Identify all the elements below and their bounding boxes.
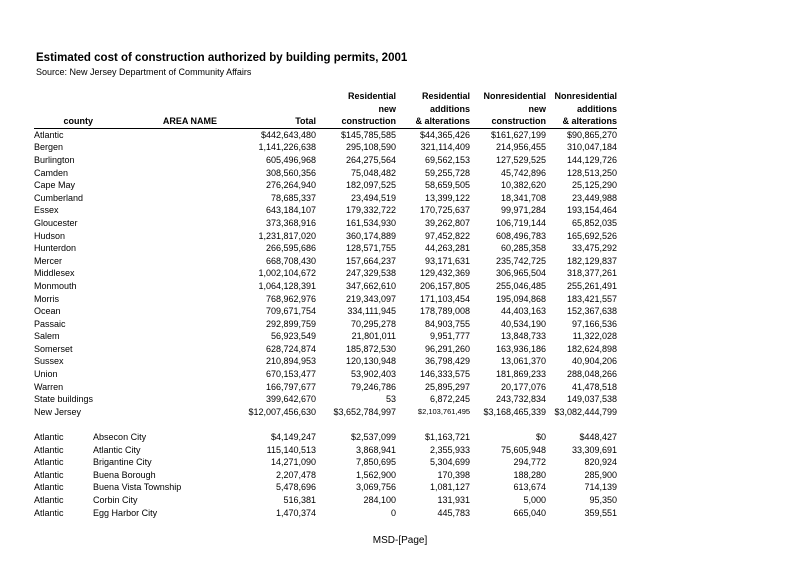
- cell-col-1: Buena Vista Township: [93, 482, 182, 493]
- cell-col-4: 13,399,122: [425, 192, 471, 203]
- cell-col-3: 79,246,786: [351, 381, 397, 392]
- county-row: [34, 293, 617, 306]
- cell-col-1: [93, 406, 217, 419]
- municipal-row: [34, 469, 617, 482]
- cell-col-0: Hudson: [34, 230, 66, 241]
- cell-col-3: 157,664,237: [345, 255, 397, 266]
- cell-col-2: $442,643,480: [260, 129, 317, 140]
- cell-col-1: [93, 305, 217, 318]
- county-row: [34, 343, 617, 356]
- cell-col-4: 84,903,755: [425, 318, 471, 329]
- cell-col-0: Atlantic: [34, 495, 64, 505]
- cell-col-5: 13,848,733: [501, 331, 547, 342]
- cell-col-3: 360,174,889: [345, 230, 397, 241]
- cell-col-5: 613,674: [513, 482, 547, 493]
- cell-col-1: [93, 267, 217, 280]
- cell-col-4: 2,355,933: [430, 444, 471, 455]
- cell-col-2: 210,894,953: [265, 356, 317, 367]
- cell-col-1: Corbin City: [93, 495, 138, 505]
- cell-col-1: [93, 230, 217, 243]
- cell-col-2: 373,368,916: [265, 217, 317, 228]
- cell-col-0: Hunterdon: [34, 243, 77, 254]
- county-row: [34, 154, 617, 167]
- cell-col-1: Brigantine City: [93, 457, 152, 468]
- county-row: [34, 255, 617, 268]
- cell-col-0: Atlantic: [34, 432, 64, 443]
- cell-col-2: 292,899,759: [265, 318, 317, 329]
- cell-col-6: 255,261,491: [566, 280, 618, 291]
- cell-col-6: $3,082,444,799: [554, 406, 618, 417]
- cell-col-3: $3,652,784,997: [333, 406, 397, 417]
- cell-col-5: 13,061,370: [501, 356, 547, 367]
- cell-col-4: 93,171,631: [425, 255, 471, 266]
- cell-col-1: [93, 355, 217, 368]
- cell-col-1: Buena Borough: [93, 469, 156, 480]
- cell-col-0: State buildings: [34, 394, 94, 405]
- cell-col-6: 820,924: [584, 457, 618, 468]
- cell-col-4: $1,163,721: [425, 432, 471, 443]
- cell-col-6: 165,692,526: [566, 230, 618, 241]
- cell-col-0: Atlantic: [34, 482, 64, 493]
- cell-col-5: 243,732,834: [495, 394, 547, 405]
- cell-col-2: 1,470,374: [276, 507, 317, 518]
- municipal-row: [34, 444, 617, 457]
- cell-col-1: [93, 179, 217, 192]
- cell-col-2: 14,271,090: [271, 457, 317, 468]
- header-res-new-line1: Residential: [348, 91, 397, 101]
- cell-col-5: 75,605,948: [501, 444, 547, 455]
- county-row: [34, 368, 617, 381]
- cell-col-1: [93, 128, 217, 141]
- cell-col-6: 40,904,206: [572, 356, 618, 367]
- municipal-rows: [34, 431, 617, 519]
- cell-col-4: 129,432,369: [419, 268, 471, 279]
- cell-col-3: 53: [386, 394, 397, 405]
- cell-col-6: 33,309,691: [572, 444, 618, 455]
- header-nonres-add-line3: & alterations: [546, 115, 617, 128]
- cell-col-1: [93, 255, 217, 268]
- cell-col-1: [93, 204, 217, 217]
- cell-col-2: 670,153,477: [265, 369, 317, 380]
- cell-col-2: 5,478,696: [276, 482, 317, 493]
- county-row: [34, 381, 617, 394]
- municipal-row: [34, 494, 617, 507]
- cell-col-0: New Jersey: [34, 406, 82, 417]
- cell-col-6: 23,449,988: [572, 192, 618, 203]
- cell-col-5: 45,742,896: [501, 167, 547, 178]
- cell-col-4: $44,365,426: [419, 129, 471, 140]
- county-row: [34, 242, 617, 255]
- cell-col-3: 247,329,538: [345, 268, 397, 279]
- cell-col-5: 106,719,144: [495, 217, 547, 228]
- cell-col-3: 70,295,278: [351, 318, 397, 329]
- cell-col-5: 127,529,525: [495, 154, 547, 165]
- cell-col-6: 41,478,518: [572, 381, 618, 392]
- cell-col-0: Atlantic: [34, 444, 64, 455]
- cell-col-0: Atlantic: [34, 469, 64, 480]
- cell-col-4: 171,103,454: [419, 293, 471, 304]
- cell-col-6: 97,166,536: [572, 318, 618, 329]
- cell-col-2: 628,724,874: [265, 343, 317, 354]
- cell-col-1: [93, 280, 217, 293]
- cell-col-6: 144,129,726: [566, 154, 618, 165]
- header-res-new-line3: construction: [316, 115, 396, 128]
- section-gap: [34, 418, 617, 431]
- cell-col-4: 25,895,297: [425, 381, 471, 392]
- cell-col-3: 334,111,945: [347, 306, 397, 317]
- county-rows: [34, 128, 617, 418]
- cell-col-5: 5,000: [523, 495, 547, 505]
- cell-col-3: 53,902,403: [351, 369, 397, 380]
- cell-col-1: Absecon City: [93, 432, 147, 443]
- cell-col-2: 668,708,430: [265, 255, 317, 266]
- cell-col-2: 516,381: [283, 495, 317, 505]
- cell-col-0: Gloucester: [34, 217, 78, 228]
- cell-col-6: 310,047,184: [566, 142, 618, 153]
- cell-col-0: Sussex: [34, 356, 64, 367]
- header-res-add-line2: additions: [430, 103, 471, 114]
- cell-col-6: 318,377,261: [566, 268, 618, 279]
- county-row: [34, 393, 617, 406]
- cell-col-4: 146,333,575: [419, 369, 471, 380]
- cell-col-6: $90,865,270: [566, 129, 618, 140]
- cell-col-4: 170,398: [437, 469, 471, 480]
- cell-col-4: 44,263,281: [425, 243, 471, 254]
- cell-col-3: 182,097,525: [345, 180, 397, 191]
- cell-col-3: 284,100: [363, 495, 397, 505]
- cell-col-0: Bergen: [34, 142, 64, 153]
- cell-col-6: 11,322,028: [572, 331, 618, 342]
- cell-col-6: 285,900: [584, 469, 618, 480]
- cell-col-2: 399,642,670: [265, 394, 317, 405]
- county-row: [34, 305, 617, 318]
- cell-col-0: Salem: [34, 331, 60, 342]
- page-footer: MSD-[Page]: [372, 535, 428, 546]
- cell-col-4: 69,562,153: [425, 154, 471, 165]
- cell-col-5: 306,965,504: [495, 268, 547, 279]
- cell-col-2: 266,595,686: [265, 243, 317, 254]
- cell-col-1: Atlantic City: [93, 444, 141, 455]
- cell-col-4: 1,081,127: [430, 482, 471, 493]
- header-area-name: AREA NAME: [93, 115, 217, 128]
- header-nonres-new-line3: construction: [470, 115, 546, 128]
- cell-col-3: 1,562,900: [356, 469, 397, 480]
- cell-col-0: Camden: [34, 167, 69, 178]
- cell-col-0: Monmouth: [34, 280, 77, 291]
- cell-col-3: 120,130,948: [345, 356, 397, 367]
- county-row: [34, 141, 617, 154]
- municipal-row: [34, 456, 617, 469]
- cell-col-1: [93, 192, 217, 205]
- cell-col-0: Cumberland: [34, 192, 84, 203]
- cell-col-3: 347,662,610: [345, 280, 397, 291]
- county-row: [34, 406, 617, 419]
- county-row: [34, 267, 617, 280]
- cell-col-0: Atlantic: [34, 457, 64, 468]
- cell-col-3: 219,343,097: [345, 293, 397, 304]
- cell-col-6: 182,129,837: [566, 255, 618, 266]
- cell-col-6: $448,427: [579, 432, 618, 443]
- cell-col-6: 65,852,035: [572, 217, 618, 228]
- cell-col-3: 3,069,756: [356, 482, 397, 493]
- cell-col-3: 295,108,590: [345, 142, 397, 153]
- cell-col-5: 60,285,358: [501, 243, 547, 254]
- cell-col-5: $3,168,465,339: [483, 406, 547, 417]
- municipal-row: [34, 507, 617, 520]
- cell-col-4: $2,103,761,495: [417, 406, 471, 416]
- cell-col-2: 1,002,104,672: [258, 268, 317, 279]
- cell-col-5: 163,936,186: [495, 343, 547, 354]
- cell-col-0: Essex: [34, 205, 59, 216]
- cell-col-6: 33,475,292: [572, 243, 618, 254]
- cell-col-5: 40,534,190: [501, 318, 547, 329]
- cell-col-0: Somerset: [34, 343, 73, 354]
- cell-col-1: [93, 141, 217, 154]
- cell-col-5: 255,046,485: [495, 280, 547, 291]
- county-row: [34, 355, 617, 368]
- cell-col-1: [93, 242, 217, 255]
- cell-col-5: 18,341,708: [501, 192, 547, 203]
- cell-col-5: 20,177,076: [501, 381, 547, 392]
- municipal-row: [34, 481, 617, 494]
- cell-col-5: 181,869,233: [495, 369, 547, 380]
- cell-col-1: [93, 343, 217, 356]
- cell-col-3: $145,785,585: [340, 129, 397, 140]
- county-row: [34, 318, 617, 331]
- cell-col-3: 161,534,930: [345, 217, 397, 228]
- cell-col-2: $12,007,456,630: [248, 406, 317, 417]
- cell-col-4: 36,798,429: [425, 356, 471, 367]
- header-nonres-new-line1: Nonresidential: [483, 91, 547, 101]
- cell-col-6: 149,037,538: [566, 394, 618, 405]
- county-row: [34, 230, 617, 243]
- cell-col-3: $2,537,099: [351, 432, 397, 443]
- cell-col-6: 288,048,266: [566, 369, 618, 380]
- cell-col-4: 170,725,637: [419, 205, 471, 216]
- cell-col-2: 768,962,976: [265, 293, 317, 304]
- cell-col-1: [93, 330, 217, 343]
- county-row: [34, 330, 617, 343]
- cell-col-1: [93, 154, 217, 167]
- cell-col-4: 6,872,245: [430, 394, 471, 405]
- county-row: [34, 128, 617, 141]
- cell-col-3: 75,048,482: [351, 167, 397, 178]
- cell-col-4: 178,789,008: [419, 306, 471, 317]
- cell-col-2: $4,149,247: [271, 432, 317, 443]
- cell-col-4: 9,951,777: [430, 331, 471, 342]
- cell-col-6: 182,624,898: [566, 343, 618, 354]
- cell-col-0: Atlantic: [34, 507, 64, 518]
- cell-col-2: 166,797,677: [265, 381, 317, 392]
- source-note: Source: New Jersey Department of Community Affairs: [36, 67, 252, 77]
- cell-col-4: 206,157,805: [419, 280, 471, 291]
- header-res-new-line2: new: [378, 103, 397, 114]
- cell-col-5: 608,496,783: [495, 230, 547, 241]
- cell-col-5: 294,772: [513, 457, 547, 468]
- cell-col-4: 59,255,728: [425, 167, 471, 178]
- cell-col-3: 21,801,011: [351, 331, 397, 342]
- county-row: [34, 217, 617, 230]
- county-row: [34, 280, 617, 293]
- cell-col-1: [93, 318, 217, 331]
- cell-col-4: 39,262,807: [425, 217, 471, 228]
- cell-col-1: [93, 381, 217, 394]
- cell-col-4: 131,931: [437, 495, 471, 505]
- header-res-add-line3: & alterations: [396, 115, 470, 128]
- cell-col-3: 3,868,941: [356, 444, 397, 455]
- construction-cost-table: [34, 90, 617, 519]
- county-row: [34, 204, 617, 217]
- header-nonres-new-line2: new: [528, 103, 547, 114]
- cell-col-0: Atlantic: [34, 129, 64, 140]
- cell-col-2: 56,923,549: [271, 331, 317, 342]
- cell-col-3: 23,494,519: [351, 192, 397, 203]
- county-row: [34, 167, 617, 180]
- cell-col-2: 605,496,968: [265, 154, 317, 165]
- header-nonres-add-line2: additions: [577, 103, 618, 114]
- cell-col-5: 44,403,163: [501, 306, 547, 317]
- cell-col-4: 321,114,409: [420, 142, 471, 153]
- cell-col-1: [93, 293, 217, 306]
- header-total: Total: [217, 115, 316, 128]
- cell-col-2: 1,141,226,638: [258, 142, 317, 153]
- header-county: county: [34, 115, 93, 128]
- cell-col-0: Ocean: [34, 306, 61, 317]
- cell-col-1: [93, 368, 217, 381]
- cell-col-0: Burlington: [34, 154, 75, 165]
- cell-col-0: Mercer: [34, 255, 63, 266]
- cell-col-2: 709,671,754: [265, 306, 317, 317]
- cell-col-5: $161,627,199: [490, 129, 547, 140]
- cell-col-2: 2,207,478: [276, 469, 317, 480]
- cell-col-4: 58,659,505: [425, 180, 471, 191]
- cell-col-6: 193,154,464: [566, 205, 618, 216]
- municipal-row: [34, 431, 617, 444]
- cell-col-2: 1,231,817,020: [258, 230, 317, 241]
- cell-col-1: Egg Harbor City: [93, 507, 158, 518]
- cell-col-0: Union: [34, 369, 58, 380]
- cell-col-5: 195,094,868: [495, 293, 547, 304]
- cell-col-5: 235,742,725: [495, 255, 547, 266]
- cell-col-5: 665,040: [513, 507, 547, 518]
- cell-col-1: [93, 167, 217, 180]
- cell-col-0: Passaic: [34, 318, 66, 329]
- cell-col-0: Morris: [34, 293, 59, 304]
- cell-col-0: Warren: [34, 381, 64, 392]
- county-row: [34, 179, 617, 192]
- cell-col-3: 179,332,722: [345, 205, 397, 216]
- county-row: [34, 192, 617, 205]
- cell-col-2: 1,064,128,391: [258, 280, 317, 291]
- cell-col-4: 96,291,260: [425, 343, 471, 354]
- cell-col-2: 308,560,356: [265, 167, 317, 178]
- cell-col-6: 25,125,290: [572, 180, 618, 191]
- cell-col-6: 152,367,638: [566, 306, 618, 317]
- cell-col-0: Cape May: [34, 180, 76, 191]
- cell-col-2: 115,140,513: [266, 444, 317, 455]
- cell-col-4: 445,783: [437, 507, 471, 518]
- cell-col-4: 97,452,822: [425, 230, 471, 241]
- cell-col-3: 128,571,755: [345, 243, 397, 254]
- header-res-add-line1: Residential: [422, 91, 471, 101]
- cell-col-3: 0: [391, 507, 397, 518]
- cell-col-6: 359,551: [584, 507, 618, 518]
- cell-col-2: 276,264,940: [265, 180, 317, 191]
- cell-col-1: [93, 217, 217, 230]
- cell-col-5: 188,280: [513, 469, 547, 480]
- cell-col-2: 78,685,337: [271, 192, 317, 203]
- cell-col-0: Middlesex: [34, 268, 75, 279]
- cell-col-3: 7,850,695: [356, 457, 397, 468]
- cell-col-4: 5,304,699: [430, 457, 471, 468]
- cell-col-6: 95,350: [589, 495, 618, 505]
- cell-col-5: 99,971,284: [501, 205, 547, 216]
- cell-col-5: 10,382,620: [501, 180, 547, 191]
- cell-col-5: 214,956,455: [495, 142, 547, 153]
- header-nonres-add-line1: Nonresidential: [554, 91, 618, 101]
- cell-col-6: 714,139: [584, 482, 618, 493]
- cell-col-3: 264,275,564: [345, 154, 397, 165]
- cell-col-2: 643,184,107: [265, 205, 317, 216]
- cell-col-3: 185,872,530: [345, 343, 397, 354]
- cell-col-5: $0: [536, 432, 547, 443]
- report-title: Estimated cost of construction authorized by building permits, 2001: [36, 52, 408, 64]
- cell-col-6: 183,421,557: [566, 293, 618, 304]
- cell-col-1: [93, 393, 217, 406]
- cell-col-6: 128,513,250: [566, 167, 618, 178]
